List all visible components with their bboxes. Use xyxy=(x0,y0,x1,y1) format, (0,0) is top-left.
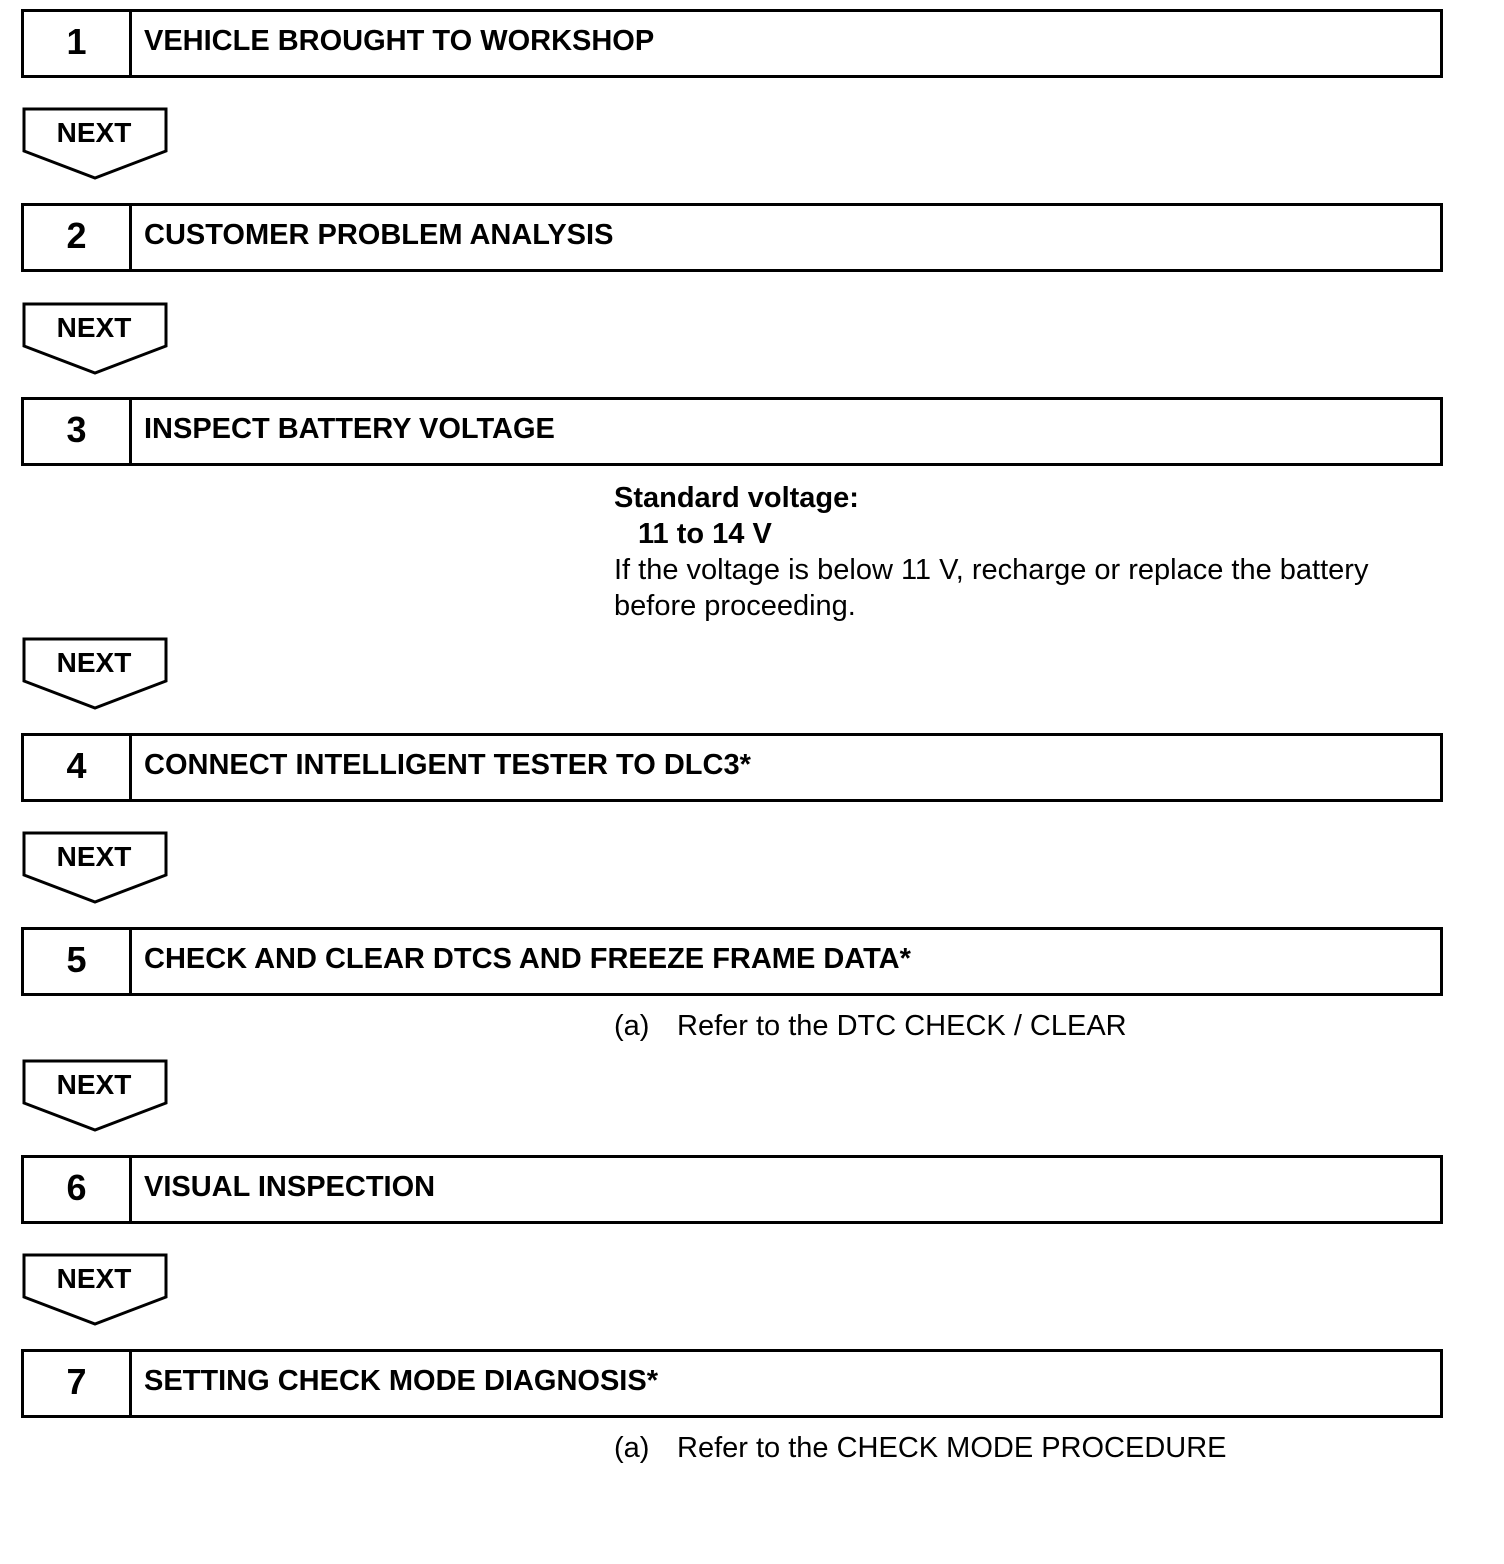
next-arrow xyxy=(22,637,168,711)
next-label: NEXT xyxy=(56,1069,132,1100)
next-arrow xyxy=(22,302,168,376)
step-number: 6 xyxy=(24,1158,132,1221)
step-number: 4 xyxy=(24,736,132,799)
step-box-7 xyxy=(21,1349,1443,1418)
standard-voltage-heading: Standard voltage: xyxy=(614,482,859,514)
step-title: VISUAL INSPECTION xyxy=(144,1171,436,1203)
next-arrow xyxy=(22,107,168,181)
step-box-2 xyxy=(21,203,1443,272)
next-label: NEXT xyxy=(56,647,132,678)
next-label: NEXT xyxy=(56,841,132,872)
check-mode-note xyxy=(614,1432,1227,1465)
step-number: 3 xyxy=(24,400,132,463)
standard-voltage-value: 11 to 14 V xyxy=(638,518,772,550)
step-title: CHECK AND CLEAR DTCS AND FREEZE FRAME DATA* xyxy=(144,943,911,975)
step-title: INSPECT BATTERY VOLTAGE xyxy=(144,413,555,445)
note-label: (a) xyxy=(614,1010,650,1042)
step-title: CUSTOMER PROBLEM ANALYSIS xyxy=(144,219,614,251)
next-arrow xyxy=(22,1253,168,1327)
step-number: 2 xyxy=(24,206,132,269)
step-number: 5 xyxy=(24,930,132,993)
step-title: VEHICLE BROUGHT TO WORKSHOP xyxy=(144,25,655,57)
battery-instruction-line-2: before proceeding. xyxy=(614,590,856,622)
next-label: NEXT xyxy=(56,117,132,148)
next-arrow xyxy=(22,831,168,905)
step-box-4 xyxy=(21,733,1443,802)
step-box-1 xyxy=(21,9,1443,78)
step-box-5 xyxy=(21,927,1443,996)
step-box-3 xyxy=(21,397,1443,466)
step-title: CONNECT INTELLIGENT TESTER TO DLC3* xyxy=(144,749,751,781)
note-label: (a) xyxy=(614,1432,650,1464)
next-label: NEXT xyxy=(56,1263,132,1294)
battery-voltage-note xyxy=(614,480,1368,624)
dtc-check-note xyxy=(614,1010,1127,1043)
next-arrow xyxy=(22,1059,168,1133)
note-text: Refer to the CHECK MODE PROCEDURE xyxy=(677,1432,1227,1464)
note-text: Refer to the DTC CHECK / CLEAR xyxy=(677,1010,1127,1042)
step-box-6 xyxy=(21,1155,1443,1224)
next-label: NEXT xyxy=(56,312,132,343)
step-number: 1 xyxy=(24,12,132,75)
step-title: SETTING CHECK MODE DIAGNOSIS* xyxy=(144,1365,658,1397)
battery-instruction-line-1: If the voltage is below 11 V, recharge or replace the battery xyxy=(614,554,1369,586)
step-number: 7 xyxy=(24,1352,132,1415)
